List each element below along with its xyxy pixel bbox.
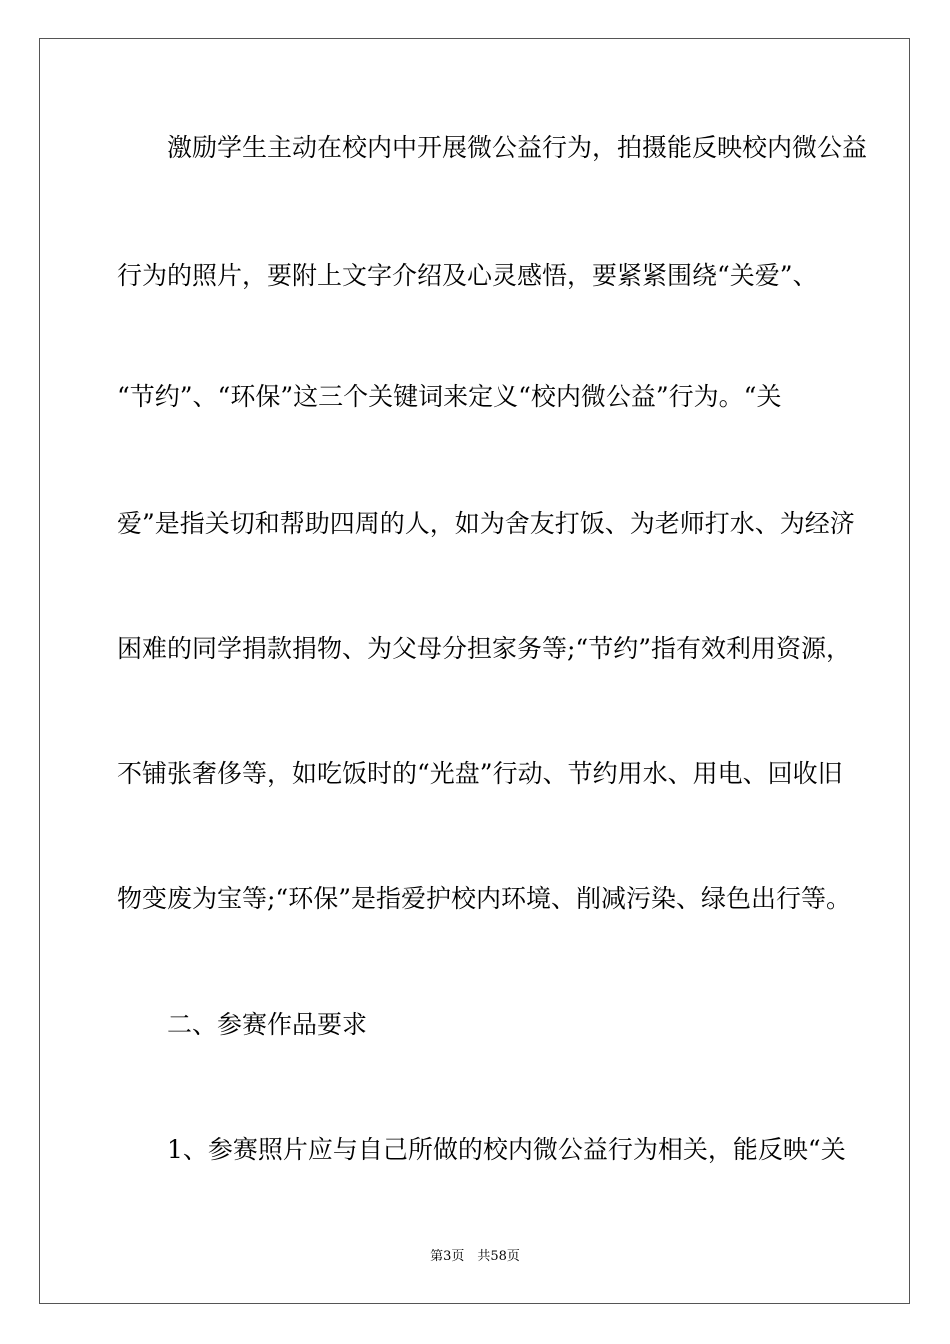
page-footer: 第3页 共58页 (430, 1249, 520, 1264)
paragraph-line: 1、参赛照片应与自己所做的校内微公益行为相关，能反映“关 (117, 1135, 846, 1164)
paragraph-line: 物变废为宝等;“环保”是指爱护校内环境、削减污染、绿色出行等。 (117, 884, 851, 913)
page-border (39, 38, 910, 1304)
section-heading: 二、参赛作品要求 (117, 1010, 368, 1039)
paragraph-line: 激励学生主动在校内中开展微公益行为，拍摄能反映校内微公益 (117, 133, 868, 162)
paragraph-line: “节约”、“环保”这三个关键词来定义“校内微公益”行为。“关 (117, 382, 782, 411)
paragraph-line: 爱”是指关切和帮助四周的人，如为舍友打饭、为老师打水、为经济 (117, 509, 855, 538)
paragraph-line: 行为的照片，要附上文字介绍及心灵感悟，要紧紧围绕“关爱”、 (117, 261, 818, 290)
paragraph-line: 不铺张奢侈等，如吃饭时的“光盘”行动、节约用水、用电、回收旧 (117, 759, 843, 788)
paragraph-line: 困难的同学捐款捐物、为父母分担家务等;“节约”指有效利用资源， (117, 634, 851, 663)
